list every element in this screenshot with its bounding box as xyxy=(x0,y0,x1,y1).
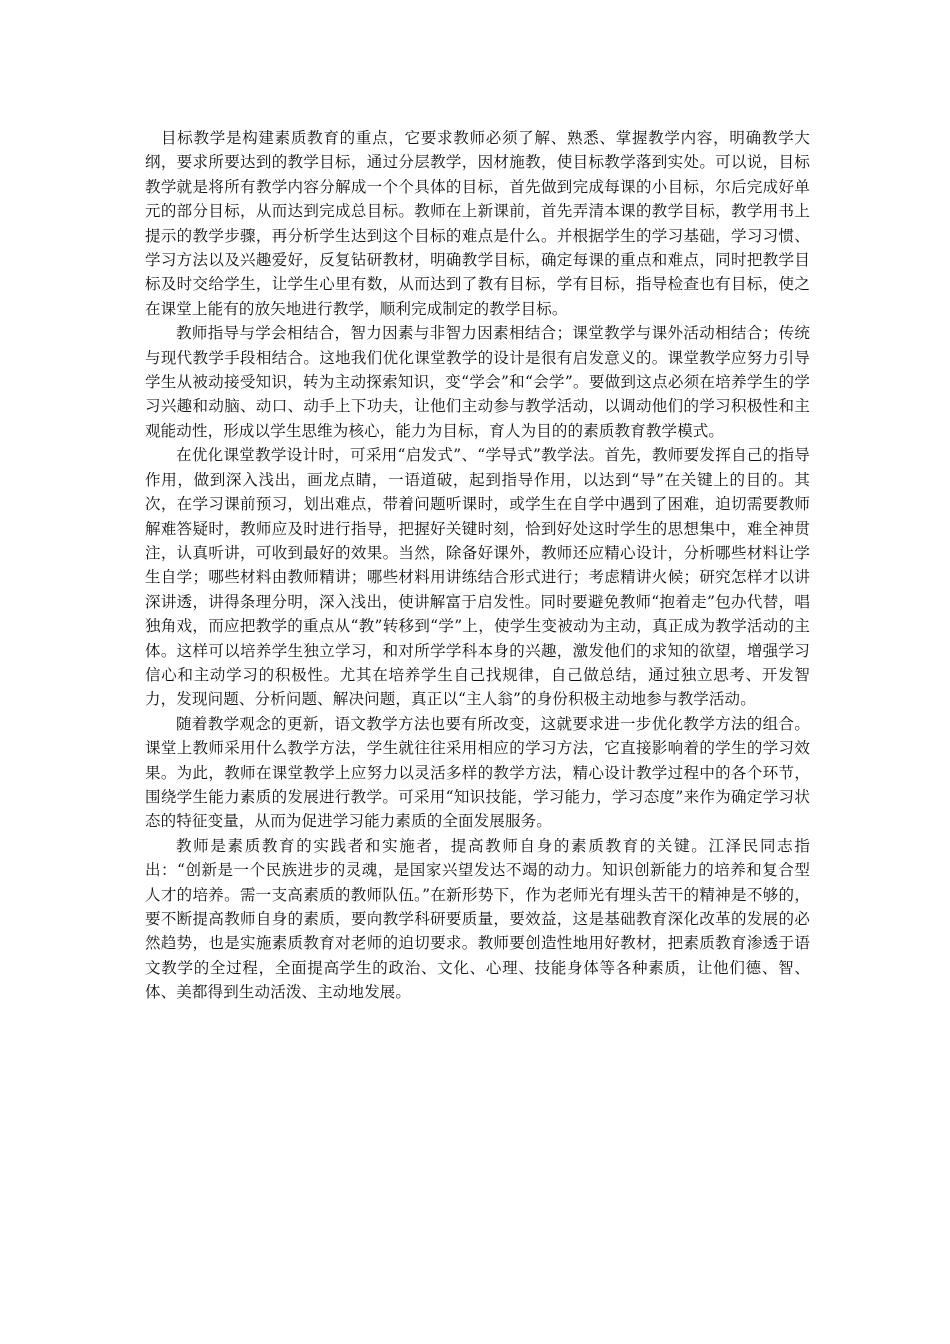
document-body xyxy=(145,126,810,1005)
paragraph-1: 目标教学是构建素质教育的重点，它要求教师必须了解、熟悉、掌握教学内容，明确教学大纲，要求所要达到的教学目标，通过分层教学，因材施教，使目标教学落到实处。可以说，目标教学就是将所有教学内容分解成一个个具体的目标，首先做到完成每课的小目标，尔后完成好单元的部分目标，从而达到完成总目标。教师在上新课前，首先弄清本课的教学目标，教学用书上提示的教学步骤，再分析学生达到这个目标的难点是什么。并根据学生的学习基础，学习习惯、学习方法以及兴趣爱好，反复钻研教材，明确教学目标，确定每课的重点和难点，同时把教学目标及时交给学生，让学生心里有数，从而达到了教有目标，学有目标，指导检查也有目标，使之在课堂上能有的放矢地进行教学，顺利完成制定的教学目标。 xyxy=(145,129,810,318)
paragraph-5: 教师是素质教育的实践者和实施者，提高教师自身的素质教育的关键。江泽民同志指出：“创新是一个民族进步的灵魂，是国家兴望发达不竭的动力。知识创新能力的培养和复合型人才的培养。需一支高素质的教师队伍。”在新形势下，作为老师光有埋头苦干的精神是不够的，要不断提高教师自身的素质，要向教学科研要质量，要效益，这是基础教育深化改革的发展的必然趋势，也是实施素质教育对老师的迫切要求。教师要创造性地用好教材，把素质教育渗透于语文教学的全过程，全面提高学生的政治、文化、心理、技能身体等各种素质，让他们德、智、体、美都得到生动活泼、主动地发展。 xyxy=(145,836,810,1002)
paragraph-2: 教师指导与学会相结合，智力因素与非智力因素相结合；课堂教学与课外活动相结合；传统与现代教学手段相结合。这地我们优化课堂教学的设计是很有启发意义的。课堂教学应努力引导学生从被动接受知识，转为主动探索知识，变“学会”和“会学”。要做到这点必须在培养学生的学习兴趣和动脑、动口、动手上下功夫，让他们主动参与教学活动，以调动他们的学习积极性和主观能动性，形成以学生思维为核心，能力为目标，育人为目的的素质教育教学模式。 xyxy=(145,324,810,440)
paragraph-4: 随着教学观念的更新，语文教学方法也要有所改变，这就要求进一步优化教学方法的组合。课堂上教师采用什么教学方法，学生就往往采用相应的学习方法，它直接影响着的学生的学习效果。为此，教师在课堂教学上应努力以灵活多样的教学方法，精心设计教学过程中的各个环节，围绕学生能力素质的发展进行教学。可采用“知识技能，学习能力，学习态度”来作为确定学习状态的特征变量，从而为促进学习能力素质的全面发展服务。 xyxy=(145,714,810,831)
paragraph-3: 在优化课堂教学设计时，可采用“启发式”、“学导式”教学法。首先，教师要发挥自己的指导作用，做到深入浅出，画龙点睛，一语道破，起到指导作用，以达到“导”在关键上的目的。其次，在学习课前预习，划出难点，带着问题听课时，或学生在自学中遇到了困难，迫切需要教师解难答疑时，教师应及时进行指导，把握好关键时刻，恰到好处这时学生的思想集中，难全神贯注，认真听讲，可收到最好的效果。当然，除备好课外，教师还应精心设计，分析哪些材料让学生自学；哪些材料由教师精讲；哪些材料用讲练结合形式进行；考虑精讲火候；研究怎样才以讲深讲透，讲得条理分明，深入浅出，使讲解富于启发性。同时要避免教师“抱着走”包办代替，唱独角戏，而应把教学的重点从“教”转移到“学”上，使学生变被动为主动，真正成为教学活动的主体。这样可以培养学生独立学习，和对所学学科本身的兴趣，激发他们的求知的欲望，增强学习信心和主动学习的积极性。尤其在培养学生自己找规律，自己做总结，通过独立思考、开发智力，发现问题、分析问题、解决问题，真正以“主人翁”的身份积极主动地参与教学活动。 xyxy=(145,446,810,709)
